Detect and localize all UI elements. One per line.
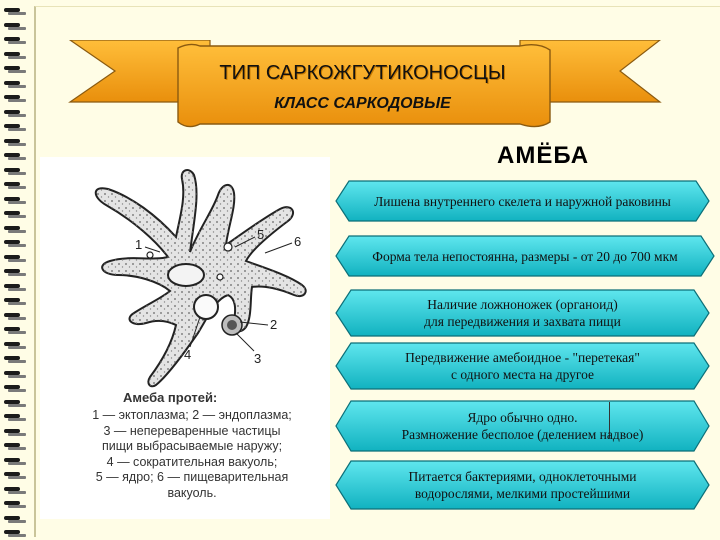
callout-label: 5 xyxy=(257,227,265,242)
binding-ring xyxy=(4,8,24,16)
binding-ring xyxy=(4,443,24,451)
binding-ring xyxy=(4,66,24,74)
binding-ring xyxy=(4,342,24,350)
binding-ring xyxy=(4,139,24,147)
banner-subtitle: КЛАСС САРКОДОВЫЕ xyxy=(274,95,451,112)
fact-text: Форма тела непостоянна, размеры - от 20 до 700 мкм xyxy=(372,248,678,264)
binding-ring xyxy=(4,501,24,509)
figure-legend-title: Амеба протей: xyxy=(123,390,218,405)
contractile-vacuole xyxy=(194,295,218,319)
food-particle xyxy=(147,252,153,258)
binding-ring xyxy=(4,298,24,306)
binding-ring xyxy=(4,400,24,408)
page-heading: АМЁБА xyxy=(497,142,590,169)
title-banner xyxy=(60,40,670,132)
binding-ring xyxy=(4,530,24,538)
callout-label: 1 xyxy=(135,237,143,252)
binding-ring xyxy=(4,153,24,161)
fact-text: Питается бактериями, одноклеточными водорослями, мелкими простейшими xyxy=(408,469,637,501)
fact-box-4 xyxy=(335,342,710,390)
food-particle xyxy=(224,243,232,251)
binding-ring xyxy=(4,211,24,219)
fact-box-3 xyxy=(335,289,710,337)
fact-text: Лишена внутреннего скелета и наружной раковины xyxy=(374,193,671,209)
amoeba-illustration xyxy=(40,157,330,392)
binding-ring xyxy=(4,472,24,480)
callout-label: 3 xyxy=(254,351,262,366)
fact-text: Передвижение амебоидное - "перетекая" с одного места на другое xyxy=(405,350,640,382)
notebook-binding xyxy=(0,0,28,540)
binding-ring xyxy=(4,182,24,190)
nucleus xyxy=(168,264,204,286)
fact-box-1 xyxy=(335,180,710,222)
binding-ring xyxy=(4,52,24,60)
binding-ring xyxy=(4,371,24,379)
binding-ring xyxy=(4,240,24,248)
callout-label: 6 xyxy=(294,234,302,249)
binding-ring xyxy=(4,95,24,103)
binding-ring xyxy=(4,313,24,321)
binding-ring xyxy=(4,414,24,422)
binding-ring xyxy=(4,487,24,495)
binding-ring xyxy=(4,23,24,31)
binding-ring xyxy=(4,110,24,118)
binding-ring xyxy=(4,269,24,277)
binding-ring xyxy=(4,327,24,335)
binding-ring xyxy=(4,226,24,234)
food-particle xyxy=(217,274,223,280)
callout-label: 2 xyxy=(270,317,278,332)
binding-ring xyxy=(4,255,24,263)
binding-ring xyxy=(4,197,24,205)
binding-ring xyxy=(4,356,24,364)
fact-box-6 xyxy=(335,460,710,510)
fact-text: Ядро обычно одно. Размножение бесполое (делением надвое) xyxy=(401,410,644,442)
binding-ring xyxy=(4,124,24,132)
binding-ring xyxy=(4,385,24,393)
binding-ring xyxy=(4,284,24,292)
binding-ring xyxy=(4,81,24,89)
binding-ring xyxy=(4,516,24,524)
callout-label: 4 xyxy=(184,347,192,362)
binding-ring xyxy=(4,37,24,45)
binding-ring xyxy=(4,168,24,176)
banner-title: ТИП САРКОЖГУТИКОНОСЦЫ xyxy=(219,62,506,84)
binding-ring xyxy=(4,429,24,437)
figure-legend-text: 1 — эктоплазма; 2 — эндоплазма; 3 — непереваренные частицы пищи выбрасываемые наружу; 4 — сократительная вакуоль; 5 — ядро; 6 — пищеварительная вакуоль. xyxy=(92,408,292,500)
fact-box-5 xyxy=(335,400,710,452)
fact-text: Наличие ложноножек (органоид) для передвижения и захвата пищи xyxy=(424,297,621,329)
fact-box-2 xyxy=(335,235,715,277)
binding-ring xyxy=(4,458,24,466)
